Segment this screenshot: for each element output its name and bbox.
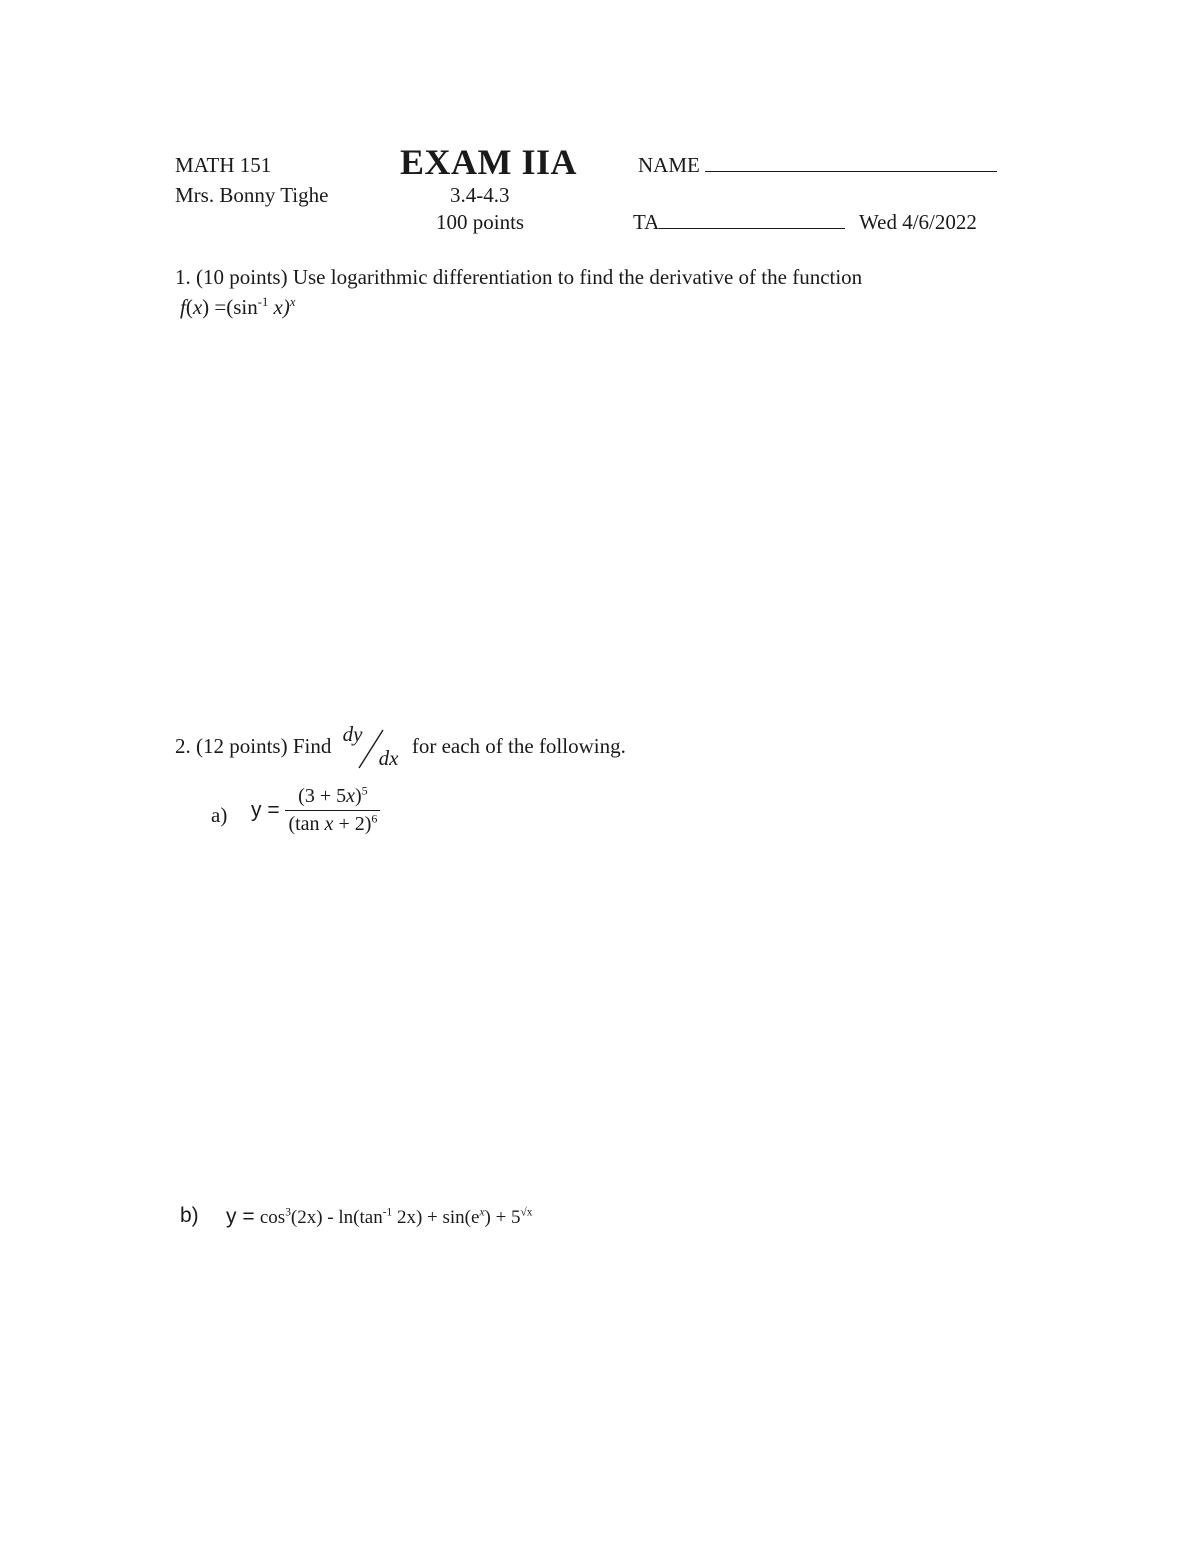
ta-blank: [659, 228, 845, 229]
question-1-function: $f(x) =(\sin^{-1}$ x)$^x$: [180, 295, 296, 319]
part-b-equation: $y = \cos^3(2x) - \ln(\tan^{-1}$ $2x) + \sin(e^x) + 5^{√x}$: [226, 1205, 533, 1228]
name-field: [638, 153, 997, 178]
part-a-denominator: (tan x + 2)$^6$: [288, 811, 378, 835]
exam-sections: 3.4-4.3: [450, 183, 510, 207]
part-b-label: b): [180, 1204, 199, 1227]
part-a-fraction: [285, 785, 380, 836]
question-1-text: 1. (10 points) Use logarithmic differentiation to find the derivative of the function: [175, 265, 863, 289]
question-2-lead: 2. (12 points) Find: [175, 733, 332, 758]
exam-points: 100 points: [436, 210, 525, 234]
part-a-equation: y = $\frac{(3 + 5x)^5}{(\tan x + 2)^6}$: [251, 785, 380, 836]
exam-date: Wed 4/6/2022: [859, 210, 977, 234]
question-2-tail: for each of the following.: [411, 733, 626, 758]
name-label: NAME: [638, 153, 700, 177]
ta-label: TA: [633, 210, 660, 234]
exam-title: EXAM IIA: [400, 142, 578, 182]
part-a-numerator: $(3 + 5x)^5$: [285, 785, 380, 811]
part-a-label: a): [211, 803, 228, 827]
question-2-prompt: [175, 722, 626, 770]
instructor-name: Mrs. Bonny Tighe: [175, 183, 329, 207]
dy-dx-fraction: dy dx: [337, 728, 407, 768]
ta-field: [633, 210, 845, 235]
name-blank: [705, 171, 997, 172]
course-label: MATH 151: [175, 153, 272, 177]
